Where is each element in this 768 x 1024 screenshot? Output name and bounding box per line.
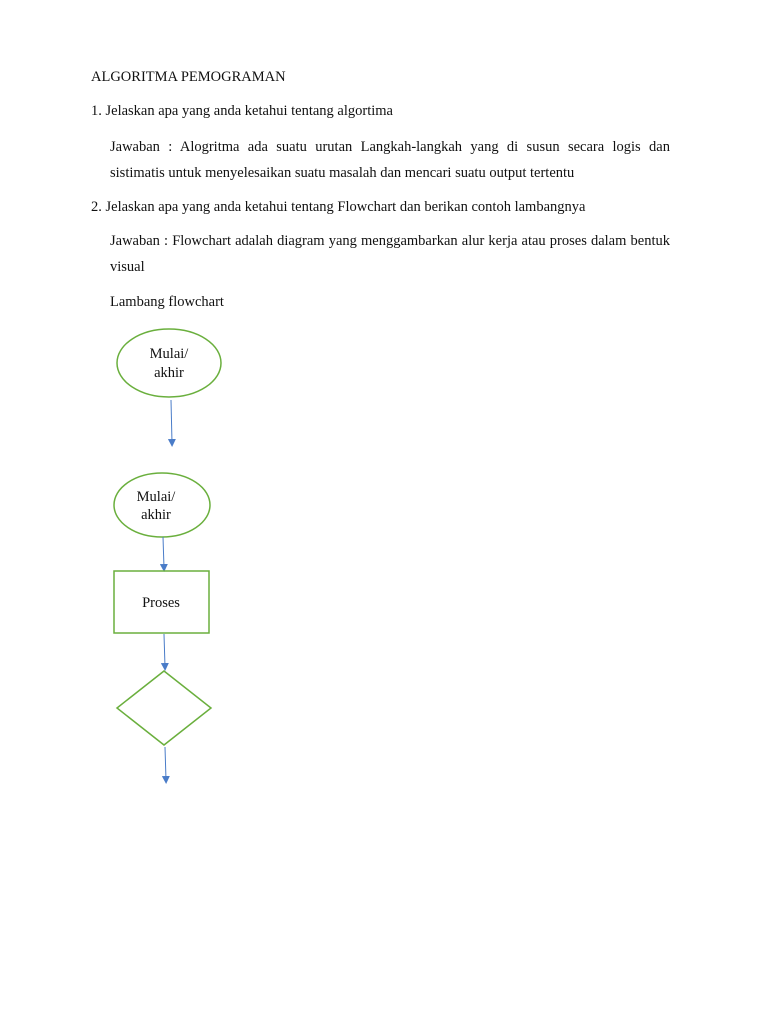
flow-arrow-2 (163, 537, 164, 568)
document-title: ALGORITMA PEMOGRAMAN (91, 69, 286, 85)
terminal-symbol-1 (117, 329, 221, 397)
question-1: 1. Jelaskan apa yang anda ketahui tentang algortima (91, 103, 393, 119)
terminal-ellipse-2 (114, 473, 210, 537)
flow-arrow-1 (171, 400, 172, 443)
terminal-1-text-line2: akhir (154, 365, 184, 381)
terminal-symbol-2 (114, 473, 210, 537)
process-symbol (114, 571, 209, 633)
answer-1: Jawaban : Alogritma ada suatu urutan Langkah-langkah yang di susun secara logis dan sistimatis untuk menyelesaikan suatu masalah dan mencari suatu output tertentu (110, 139, 670, 181)
terminal-1-text-line1: Mulai/ (149, 346, 189, 362)
terminal-2-text-line1: Mulai/ (136, 489, 176, 505)
flow-arrow-4 (165, 747, 166, 780)
flow-arrow-3 (164, 634, 165, 667)
terminal-ellipse-1 (117, 329, 221, 397)
process-text: Proses (142, 595, 180, 611)
terminal-2-text-line2: akhir (141, 507, 171, 523)
question-2: 2. Jelaskan apa yang anda ketahui tentang Flowchart dan berikan contoh lambangnya (91, 199, 586, 215)
lambang-flowchart-label: Lambang flowchart (110, 294, 224, 310)
answer-2: Jawaban : Flowchart adalah diagram yang menggambarkan alur kerja atau proses dalam bentuk visual (110, 233, 670, 275)
decision-diamond (117, 671, 211, 745)
